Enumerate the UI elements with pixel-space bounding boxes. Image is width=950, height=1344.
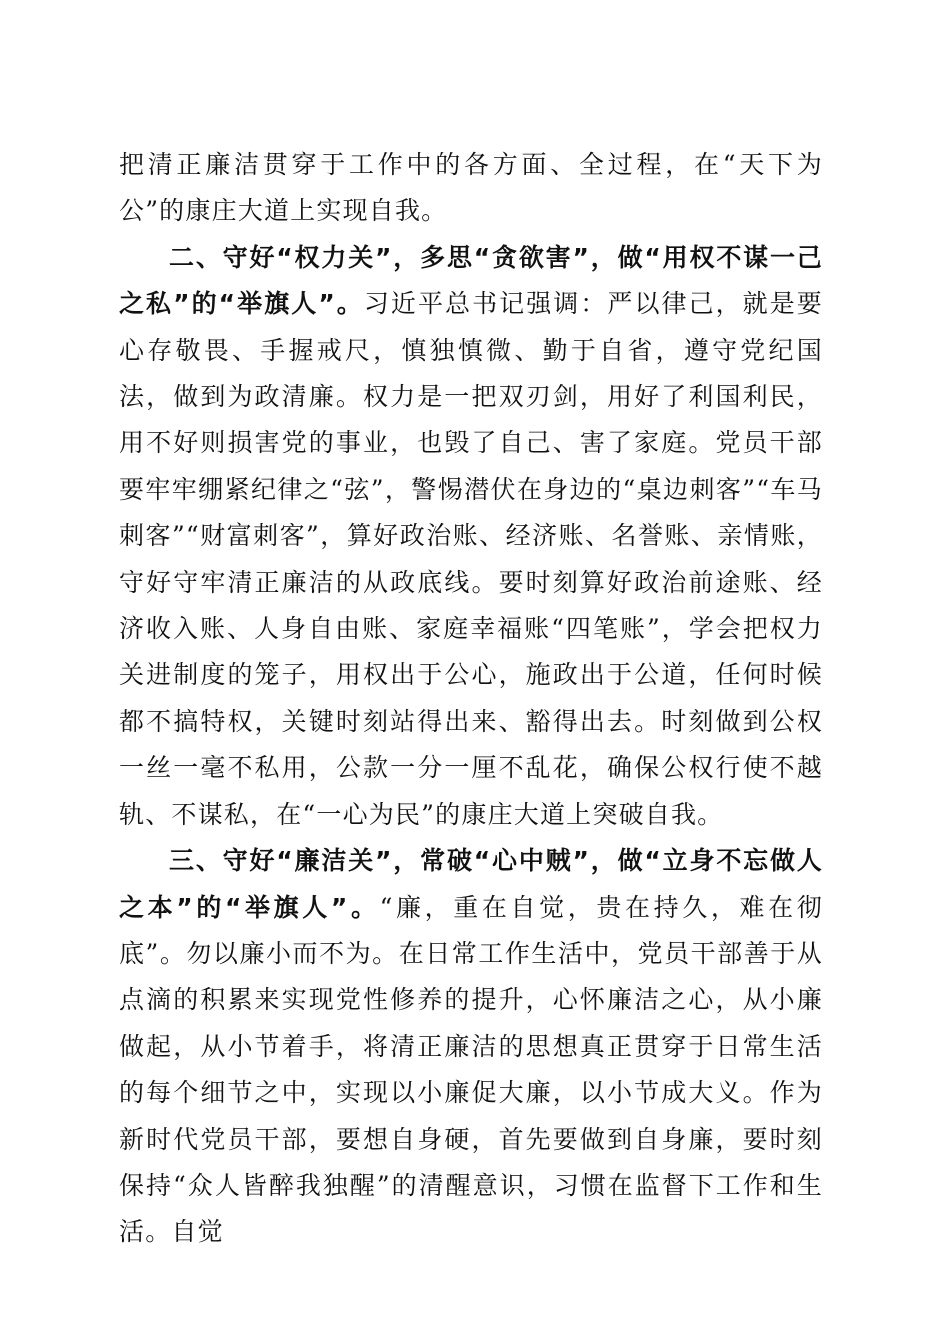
section-2-body: 习近平总书记强调：严以律己，就是要心存敬畏、手握戒尺，慎独慎微、勤于自省，遵守党纪国法，做到为政清廉。权力是一把双刃剑，用好了利国利民，用不好则损害党的事业，也毁了自己、害了家庭。党员干部要牢牢绷紧纪律之“弦”，警惕潜伏在身边的“桌边刺客”“车马刺客”“财富刺客”，算好政治账、经济账、名誉账、亲情账，守好守牢清正廉洁的从政底线。要时刻算好政治前途账、经济收入账、人身自由账、家庭幸福账“四笔账”，学会把权力关进制度的笼子，用权出于公心，施政出于公道，任何时候都不搞特权，关键时刻站得出来、豁得出去。时刻做到公权一丝一毫不私用，公款一分一厘不乱花，确保公权行使不越轨、不谋私，在“一心为民”的康庄大道上突破自我。: [119, 289, 823, 829]
section-2-heading: 二、守好“权力关”，多思“贪欲害”，做“用权不谋一己之私”的“举旗人”。: [119, 242, 823, 319]
continuation-paragraph: 把清正廉洁贯穿于工作中的各方面、全过程，在“天下为公”的康庄大道上实现自我。: [119, 150, 823, 226]
section-3-paragraph: [119, 838, 823, 1256]
section-3-body: “廉，重在自觉，贵在持久，难在彻底”。勿以廉小而不为。在日常工作生活中，党员干部善于从点滴的积累来实现党性修养的提升，心怀廉洁之心，从小廉做起，从小节着手，将清正廉洁的思想真正贯穿于日常生活的每个细节之中，实现以小廉促大廉，以小节成大义。作为新时代党员干部，要想自身硬，首先要做到自身廉，要时刻保持“众人皆醉我独醒”的清醒意识，习惯在监督下工作和生活。自觉: [119, 892, 824, 1247]
document-page: [119, 142, 823, 1256]
section-2-paragraph: [119, 235, 823, 838]
section-3-heading: 三、守好“廉洁关”，常破“心中贼”，做“立身不忘做人之本”的“举旗人”。: [119, 846, 823, 922]
